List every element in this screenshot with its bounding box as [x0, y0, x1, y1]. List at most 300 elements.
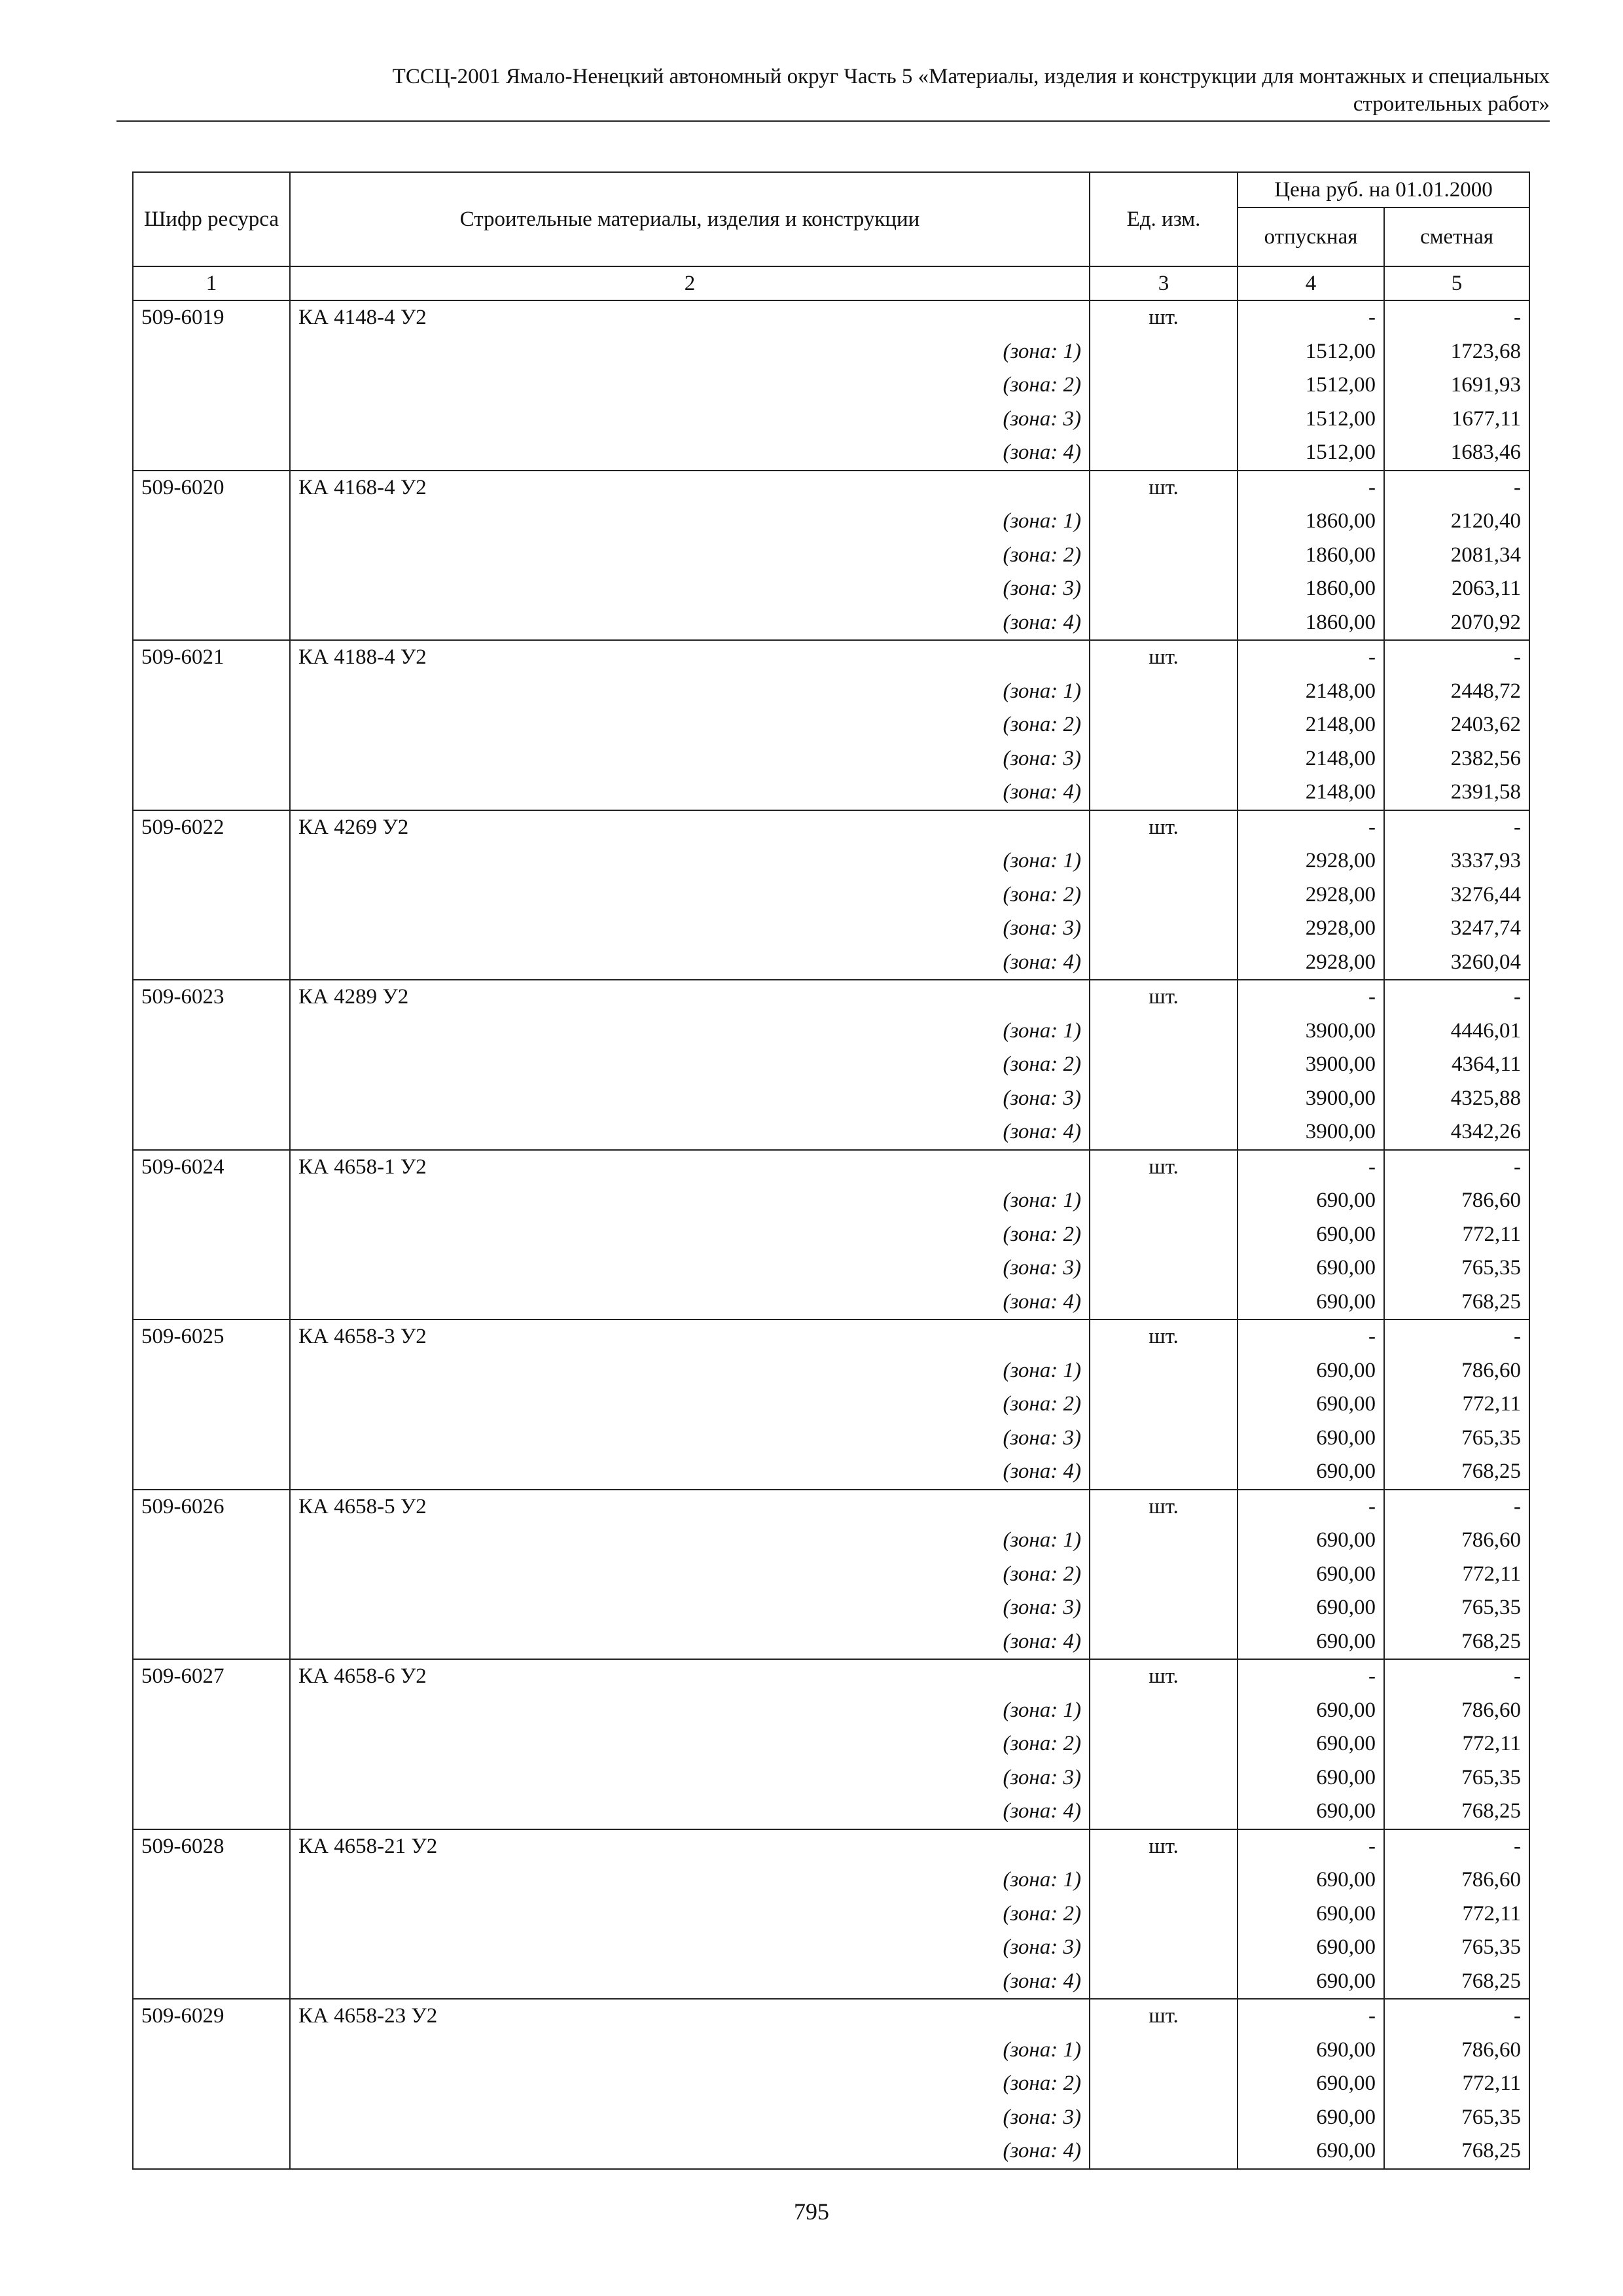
material-name: КА 4658-5 У2 — [290, 1490, 1090, 1524]
empty-unit-cell — [1090, 742, 1238, 776]
zone-estimate-price: 786,60 — [1384, 1354, 1529, 1388]
zone-release-price: 690,00 — [1238, 1354, 1384, 1388]
material-name: КА 4168-4 У2 — [290, 471, 1090, 505]
zone-release-price: 690,00 — [1238, 2101, 1384, 2135]
empty-code-cell — [133, 606, 290, 641]
empty-unit-cell — [1090, 776, 1238, 810]
zone-label: (зона: 1) — [290, 1014, 1090, 1049]
empty-unit-cell — [1090, 1694, 1238, 1728]
empty-code-cell — [133, 2101, 290, 2135]
zone-label: (зона: 1) — [290, 335, 1090, 369]
resource-code: 509-6027 — [133, 1659, 290, 1694]
table-row — [133, 1829, 1529, 1864]
running-header-line-1: ТССЦ-2001 Ямало-Ненецкий автономный округ Часть 5 «Материалы, изделия и конструкции для монтажных и специальных — [392, 65, 1550, 88]
empty-unit-cell — [1090, 1285, 1238, 1320]
empty-code-cell — [133, 335, 290, 369]
zone-release-price: 690,00 — [1238, 1558, 1384, 1592]
empty-unit-cell — [1090, 572, 1238, 606]
col-header-unit: Ед. изм. — [1090, 172, 1238, 266]
zone-label: (зона: 1) — [290, 1184, 1090, 1218]
empty-unit-cell — [1090, 606, 1238, 641]
empty-unit-cell — [1090, 2134, 1238, 2169]
zone-release-price: 690,00 — [1238, 1795, 1384, 1829]
zone-label: (зона: 2) — [290, 1218, 1090, 1252]
zone-estimate-price: 2063,11 — [1384, 572, 1529, 606]
zone-estimate-price: 765,35 — [1384, 1422, 1529, 1456]
empty-code-cell — [133, 1727, 290, 1761]
zone-label: (зона: 3) — [290, 1931, 1090, 1965]
zone-release-price: 690,00 — [1238, 1184, 1384, 1218]
zone-estimate-price: 786,60 — [1384, 1184, 1529, 1218]
col-header-price-group: Цена руб. на 01.01.2000 — [1238, 172, 1529, 207]
zone-row — [133, 776, 1529, 810]
col-number-4: 4 — [1238, 266, 1384, 300]
zone-release-price: 1512,00 — [1238, 368, 1384, 403]
empty-code-cell — [133, 742, 290, 776]
zone-row — [133, 1558, 1529, 1592]
zone-label: (зона: 3) — [290, 1251, 1090, 1285]
unit-of-measure: шт. — [1090, 1999, 1238, 2034]
zone-estimate-price: 765,35 — [1384, 1761, 1529, 1795]
zone-row — [133, 436, 1529, 471]
estimate-price: - — [1384, 1659, 1529, 1694]
zone-estimate-price: 765,35 — [1384, 1251, 1529, 1285]
zone-row — [133, 1014, 1529, 1049]
zone-label: (зона: 4) — [290, 946, 1090, 980]
table-row — [133, 980, 1529, 1014]
empty-code-cell — [133, 1897, 290, 1931]
material-name: КА 4658-23 У2 — [290, 1999, 1090, 2034]
zone-release-price: 690,00 — [1238, 1931, 1384, 1965]
running-header-line-2: строительных работ» — [1353, 92, 1550, 116]
empty-code-cell — [133, 1931, 290, 1965]
material-name: КА 4658-6 У2 — [290, 1659, 1090, 1694]
empty-unit-cell — [1090, 1558, 1238, 1592]
table-head — [133, 172, 1529, 300]
empty-code-cell — [133, 539, 290, 573]
zone-row — [133, 1422, 1529, 1456]
zone-row — [133, 1761, 1529, 1795]
empty-unit-cell — [1090, 1524, 1238, 1558]
empty-unit-cell — [1090, 1014, 1238, 1049]
zone-label: (зона: 1) — [290, 1863, 1090, 1897]
empty-code-cell — [133, 1455, 290, 1490]
zone-release-price: 690,00 — [1238, 1727, 1384, 1761]
empty-unit-cell — [1090, 1897, 1238, 1931]
unit-of-measure: шт. — [1090, 810, 1238, 845]
empty-code-cell — [133, 878, 290, 912]
zone-label: (зона: 4) — [290, 1285, 1090, 1320]
zone-release-price: 690,00 — [1238, 1251, 1384, 1285]
estimate-price: - — [1384, 1829, 1529, 1864]
zone-estimate-price: 1677,11 — [1384, 403, 1529, 437]
col-header-release: отпускная — [1238, 207, 1384, 266]
zone-row — [133, 1694, 1529, 1728]
zone-row — [133, 2067, 1529, 2101]
empty-code-cell — [133, 675, 290, 709]
zone-row — [133, 2034, 1529, 2068]
empty-unit-cell — [1090, 403, 1238, 437]
empty-code-cell — [133, 1184, 290, 1218]
zone-release-price: 1860,00 — [1238, 606, 1384, 641]
empty-unit-cell — [1090, 708, 1238, 742]
empty-code-cell — [133, 572, 290, 606]
release-price: - — [1238, 1999, 1384, 2034]
zone-label: (зона: 2) — [290, 1558, 1090, 1592]
zone-row — [133, 844, 1529, 878]
empty-unit-cell — [1090, 1591, 1238, 1625]
estimate-price: - — [1384, 980, 1529, 1014]
zone-release-price: 690,00 — [1238, 1422, 1384, 1456]
empty-unit-cell — [1090, 1218, 1238, 1252]
empty-unit-cell — [1090, 675, 1238, 709]
table-row — [133, 1319, 1529, 1354]
zone-release-price: 690,00 — [1238, 1218, 1384, 1252]
empty-code-cell — [133, 2034, 290, 2068]
zone-label: (зона: 3) — [290, 1422, 1090, 1456]
release-price: - — [1238, 810, 1384, 845]
zone-label: (зона: 3) — [290, 403, 1090, 437]
table-row — [133, 1999, 1529, 2034]
empty-code-cell — [133, 403, 290, 437]
unit-of-measure: шт. — [1090, 1150, 1238, 1185]
estimate-price: - — [1384, 1490, 1529, 1524]
zone-release-price: 690,00 — [1238, 1965, 1384, 2000]
zone-label: (зона: 4) — [290, 1115, 1090, 1150]
zone-row — [133, 1455, 1529, 1490]
empty-code-cell — [133, 2134, 290, 2169]
zone-label: (зона: 1) — [290, 505, 1090, 539]
empty-unit-cell — [1090, 1625, 1238, 1660]
zone-row — [133, 946, 1529, 980]
unit-of-measure: шт. — [1090, 1829, 1238, 1864]
resource-code: 509-6021 — [133, 640, 290, 675]
empty-code-cell — [133, 1524, 290, 1558]
empty-unit-cell — [1090, 878, 1238, 912]
zone-row — [133, 572, 1529, 606]
zone-label: (зона: 2) — [290, 708, 1090, 742]
empty-code-cell — [133, 1558, 290, 1592]
zone-estimate-price: 2448,72 — [1384, 675, 1529, 709]
zone-row — [133, 1931, 1529, 1965]
zone-estimate-price: 772,11 — [1384, 1897, 1529, 1931]
empty-unit-cell — [1090, 844, 1238, 878]
zone-release-price: 2148,00 — [1238, 742, 1384, 776]
empty-unit-cell — [1090, 1863, 1238, 1897]
zone-label: (зона: 4) — [290, 1795, 1090, 1829]
unit-of-measure: шт. — [1090, 1319, 1238, 1354]
zone-release-price: 1512,00 — [1238, 403, 1384, 437]
table-row — [133, 300, 1529, 335]
estimate-price: - — [1384, 810, 1529, 845]
zone-label: (зона: 2) — [290, 368, 1090, 403]
zone-release-price: 1512,00 — [1238, 335, 1384, 369]
zone-release-price: 690,00 — [1238, 1285, 1384, 1320]
col-number-1: 1 — [133, 266, 290, 300]
zone-label: (зона: 4) — [290, 1965, 1090, 2000]
zone-estimate-price: 772,11 — [1384, 1388, 1529, 1422]
empty-code-cell — [133, 1761, 290, 1795]
zone-row — [133, 1591, 1529, 1625]
empty-code-cell — [133, 844, 290, 878]
zone-estimate-price: 765,35 — [1384, 1931, 1529, 1965]
empty-code-cell — [133, 1218, 290, 1252]
empty-code-cell — [133, 1251, 290, 1285]
empty-code-cell — [133, 1965, 290, 2000]
zone-estimate-price: 1723,68 — [1384, 335, 1529, 369]
page-number: 795 — [794, 2198, 829, 2225]
empty-code-cell — [133, 1014, 290, 1049]
unit-of-measure: шт. — [1090, 1490, 1238, 1524]
table-row — [133, 471, 1529, 505]
zone-release-price: 1860,00 — [1238, 539, 1384, 573]
empty-unit-cell — [1090, 1082, 1238, 1116]
resource-code: 509-6024 — [133, 1150, 290, 1185]
empty-code-cell — [133, 368, 290, 403]
estimate-price: - — [1384, 1319, 1529, 1354]
zone-row — [133, 403, 1529, 437]
zone-estimate-price: 2070,92 — [1384, 606, 1529, 641]
zone-row — [133, 1115, 1529, 1150]
zone-estimate-price: 1683,46 — [1384, 436, 1529, 471]
empty-code-cell — [133, 505, 290, 539]
empty-unit-cell — [1090, 1048, 1238, 1082]
zone-row — [133, 1625, 1529, 1660]
empty-unit-cell — [1090, 1761, 1238, 1795]
zone-release-price: 690,00 — [1238, 2034, 1384, 2068]
zone-label: (зона: 1) — [290, 2034, 1090, 2068]
zone-release-price: 2928,00 — [1238, 912, 1384, 946]
empty-unit-cell — [1090, 1931, 1238, 1965]
zone-release-price: 690,00 — [1238, 1524, 1384, 1558]
empty-unit-cell — [1090, 1115, 1238, 1150]
zone-row — [133, 1218, 1529, 1252]
empty-code-cell — [133, 1422, 290, 1456]
release-price: - — [1238, 1319, 1384, 1354]
resource-code: 509-6023 — [133, 980, 290, 1014]
zone-release-price: 690,00 — [1238, 1388, 1384, 1422]
zone-label: (зона: 4) — [290, 436, 1090, 471]
zone-label: (зона: 3) — [290, 1761, 1090, 1795]
zone-row — [133, 2134, 1529, 2169]
zone-release-price: 690,00 — [1238, 1761, 1384, 1795]
zone-row — [133, 606, 1529, 641]
empty-unit-cell — [1090, 539, 1238, 573]
zone-label: (зона: 1) — [290, 844, 1090, 878]
zone-row — [133, 1388, 1529, 1422]
release-price: - — [1238, 300, 1384, 335]
zone-estimate-price: 772,11 — [1384, 1218, 1529, 1252]
table-body — [133, 300, 1529, 2169]
col-number-2: 2 — [290, 266, 1090, 300]
zone-row — [133, 742, 1529, 776]
release-price: - — [1238, 1659, 1384, 1694]
zone-release-price: 690,00 — [1238, 1897, 1384, 1931]
empty-code-cell — [133, 1082, 290, 1116]
empty-unit-cell — [1090, 1965, 1238, 2000]
zone-label: (зона: 2) — [290, 2067, 1090, 2101]
material-name: КА 4658-21 У2 — [290, 1829, 1090, 1864]
col-header-name: Строительные материалы, изделия и конструкции — [290, 172, 1090, 266]
zone-row — [133, 1082, 1529, 1116]
zone-release-price: 2148,00 — [1238, 776, 1384, 810]
resource-code: 509-6022 — [133, 810, 290, 845]
empty-code-cell — [133, 2067, 290, 2101]
resource-code: 509-6028 — [133, 1829, 290, 1864]
zone-release-price: 1860,00 — [1238, 505, 1384, 539]
empty-unit-cell — [1090, 1354, 1238, 1388]
material-name: КА 4188-4 У2 — [290, 640, 1090, 675]
zone-label: (зона: 3) — [290, 1082, 1090, 1116]
zone-label: (зона: 3) — [290, 572, 1090, 606]
zone-estimate-price: 786,60 — [1384, 2034, 1529, 2068]
zone-estimate-price: 772,11 — [1384, 2067, 1529, 2101]
zone-estimate-price: 768,25 — [1384, 1625, 1529, 1660]
zone-estimate-price: 3276,44 — [1384, 878, 1529, 912]
resource-code: 509-6025 — [133, 1319, 290, 1354]
empty-unit-cell — [1090, 912, 1238, 946]
release-price: - — [1238, 1829, 1384, 1864]
zone-row — [133, 675, 1529, 709]
estimate-price: - — [1384, 300, 1529, 335]
zone-row — [133, 912, 1529, 946]
running-header — [116, 63, 1550, 118]
zone-label: (зона: 4) — [290, 2134, 1090, 2169]
zone-release-price: 2148,00 — [1238, 708, 1384, 742]
zone-row — [133, 1285, 1529, 1320]
empty-unit-cell — [1090, 2034, 1238, 2068]
zone-row — [133, 539, 1529, 573]
zone-label: (зона: 4) — [290, 776, 1090, 810]
zone-row — [133, 1251, 1529, 1285]
zone-label: (зона: 1) — [290, 1694, 1090, 1728]
material-name: КА 4658-3 У2 — [290, 1319, 1090, 1354]
zone-label: (зона: 1) — [290, 1524, 1090, 1558]
empty-unit-cell — [1090, 505, 1238, 539]
empty-unit-cell — [1090, 1422, 1238, 1456]
zone-estimate-price: 768,25 — [1384, 1795, 1529, 1829]
zone-estimate-price: 2081,34 — [1384, 539, 1529, 573]
zone-release-price: 690,00 — [1238, 1591, 1384, 1625]
material-name: КА 4148-4 У2 — [290, 300, 1090, 335]
zone-row — [133, 1048, 1529, 1082]
zone-row — [133, 2101, 1529, 2135]
zone-row — [133, 368, 1529, 403]
zone-release-price: 690,00 — [1238, 1455, 1384, 1490]
zone-label: (зона: 2) — [290, 1897, 1090, 1931]
zone-row — [133, 1354, 1529, 1388]
zone-estimate-price: 2382,56 — [1384, 742, 1529, 776]
price-table — [132, 171, 1530, 2170]
zone-release-price: 2928,00 — [1238, 878, 1384, 912]
empty-code-cell — [133, 1625, 290, 1660]
zone-estimate-price: 4446,01 — [1384, 1014, 1529, 1049]
zone-label: (зона: 1) — [290, 1354, 1090, 1388]
zone-estimate-price: 2120,40 — [1384, 505, 1529, 539]
empty-unit-cell — [1090, 2101, 1238, 2135]
empty-code-cell — [133, 1591, 290, 1625]
empty-code-cell — [133, 1285, 290, 1320]
resource-code: 509-6029 — [133, 1999, 290, 2034]
empty-unit-cell — [1090, 946, 1238, 980]
zone-row — [133, 878, 1529, 912]
zone-label: (зона: 3) — [290, 742, 1090, 776]
zone-row — [133, 1727, 1529, 1761]
zone-row — [133, 1863, 1529, 1897]
zone-release-price: 3900,00 — [1238, 1115, 1384, 1150]
release-price: - — [1238, 471, 1384, 505]
zone-release-price: 2928,00 — [1238, 946, 1384, 980]
zone-estimate-price: 772,11 — [1384, 1558, 1529, 1592]
empty-code-cell — [133, 436, 290, 471]
empty-code-cell — [133, 1694, 290, 1728]
zone-estimate-price: 3337,93 — [1384, 844, 1529, 878]
col-number-3: 3 — [1090, 266, 1238, 300]
table-row — [133, 1659, 1529, 1694]
empty-code-cell — [133, 1388, 290, 1422]
zone-estimate-price: 786,60 — [1384, 1524, 1529, 1558]
empty-unit-cell — [1090, 436, 1238, 471]
zone-label: (зона: 2) — [290, 1388, 1090, 1422]
empty-code-cell — [133, 1115, 290, 1150]
zone-estimate-price: 4342,26 — [1384, 1115, 1529, 1150]
zone-label: (зона: 2) — [290, 878, 1090, 912]
material-name: КА 4269 У2 — [290, 810, 1090, 845]
zone-release-price: 3900,00 — [1238, 1048, 1384, 1082]
resource-code: 509-6020 — [133, 471, 290, 505]
resource-code: 509-6019 — [133, 300, 290, 335]
col-number-5: 5 — [1384, 266, 1529, 300]
material-name: КА 4658-1 У2 — [290, 1150, 1090, 1185]
zone-release-price: 3900,00 — [1238, 1014, 1384, 1049]
table-row — [133, 640, 1529, 675]
zone-estimate-price: 772,11 — [1384, 1727, 1529, 1761]
zone-label: (зона: 3) — [290, 2101, 1090, 2135]
empty-unit-cell — [1090, 368, 1238, 403]
zone-estimate-price: 2403,62 — [1384, 708, 1529, 742]
zone-release-price: 690,00 — [1238, 1625, 1384, 1660]
empty-code-cell — [133, 708, 290, 742]
zone-estimate-price: 3247,74 — [1384, 912, 1529, 946]
zone-estimate-price: 786,60 — [1384, 1863, 1529, 1897]
empty-unit-cell — [1090, 1388, 1238, 1422]
empty-unit-cell — [1090, 2067, 1238, 2101]
zone-estimate-price: 4364,11 — [1384, 1048, 1529, 1082]
zone-row — [133, 335, 1529, 369]
zone-release-price: 690,00 — [1238, 2067, 1384, 2101]
zone-label: (зона: 4) — [290, 1455, 1090, 1490]
zone-estimate-price: 768,25 — [1384, 1455, 1529, 1490]
empty-code-cell — [133, 1048, 290, 1082]
zone-release-price: 690,00 — [1238, 1694, 1384, 1728]
zone-label: (зона: 1) — [290, 675, 1090, 709]
estimate-price: - — [1384, 640, 1529, 675]
zone-release-price: 1860,00 — [1238, 572, 1384, 606]
zone-release-price: 1512,00 — [1238, 436, 1384, 471]
col-header-code: Шифр ресурса — [133, 172, 290, 266]
zone-estimate-price: 786,60 — [1384, 1694, 1529, 1728]
zone-release-price: 690,00 — [1238, 1863, 1384, 1897]
empty-code-cell — [133, 776, 290, 810]
empty-code-cell — [133, 946, 290, 980]
release-price: - — [1238, 1490, 1384, 1524]
zone-row — [133, 708, 1529, 742]
zone-row — [133, 505, 1529, 539]
unit-of-measure: шт. — [1090, 980, 1238, 1014]
release-price: - — [1238, 640, 1384, 675]
zone-estimate-price: 768,25 — [1384, 2134, 1529, 2169]
empty-unit-cell — [1090, 1184, 1238, 1218]
